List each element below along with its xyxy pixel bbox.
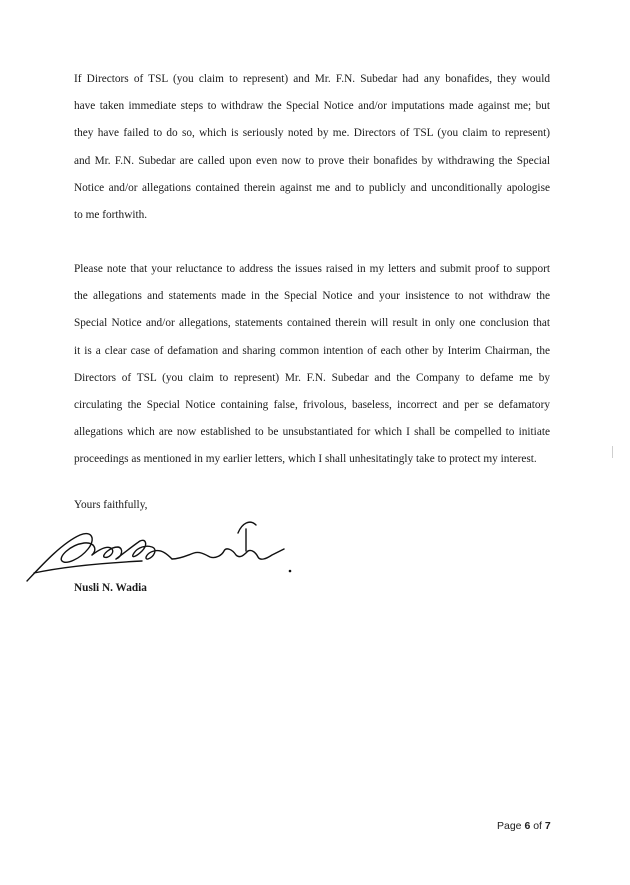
page-number: [497, 820, 551, 832]
text-line: Special Notice and/or allegations, statements contained therein will result in only one conclusion that: [74, 317, 550, 330]
text-line: proceedings as mentioned in my earlier letters, which I shall unhesitatingly take to protect my interest.: [74, 453, 537, 466]
text-line: it is a clear case of defamation and sharing common intention of each other by Interim Chairman, the: [74, 344, 550, 357]
page-number-separator: of: [533, 820, 542, 832]
text-line: they have failed to do so, which is seriously noted by me. Directors of TSL (you claim to represent): [74, 127, 550, 140]
text-line: allegations which are now established to be unsubstantiated for which I shall be compelled to initiate: [74, 426, 550, 439]
closing-salutation: Yours faithfully,: [74, 499, 148, 511]
paragraph-bonafides: [74, 66, 550, 229]
text-line: Please note that your reluctance to address the issues raised in my letters and submit proof to support: [74, 263, 550, 275]
margin-mark: [612, 446, 613, 458]
text-line: circulating the Special Notice containing false, frivolous, baseless, incorrect and per se defamatory: [74, 398, 550, 411]
text-line: Directors of TSL (you claim to represent) Mr. F.N. Subedar and the Company to defame me by: [74, 371, 550, 384]
text-line: Notice and/or allegations contained therein against me and to publicly and unconditionally apologise: [74, 181, 550, 194]
handwritten-signature: [22, 515, 302, 585]
text-line: and Mr. F.N. Subedar are called upon even now to prove their bonafides by withdrawing the Special: [74, 154, 550, 167]
text-line: have taken immediate steps to withdraw the Special Notice and/or imputations made against me; but: [74, 100, 550, 113]
page-number-total: 7: [544, 820, 551, 832]
page-number-prefix: Page: [497, 820, 522, 832]
text-line: the allegations and statements made in the Special Notice and your insistence to not withdraw the: [74, 290, 550, 303]
text-line: to me forthwith.: [74, 208, 148, 221]
signer-name: Nusli N. Wadia: [74, 582, 147, 594]
page-number-current: 6: [524, 820, 531, 832]
text-line: If Directors of TSL (you claim to represent) and Mr. F.N. Subedar had any bonafides, they would: [74, 73, 550, 85]
paragraph-defamation: [74, 256, 550, 474]
